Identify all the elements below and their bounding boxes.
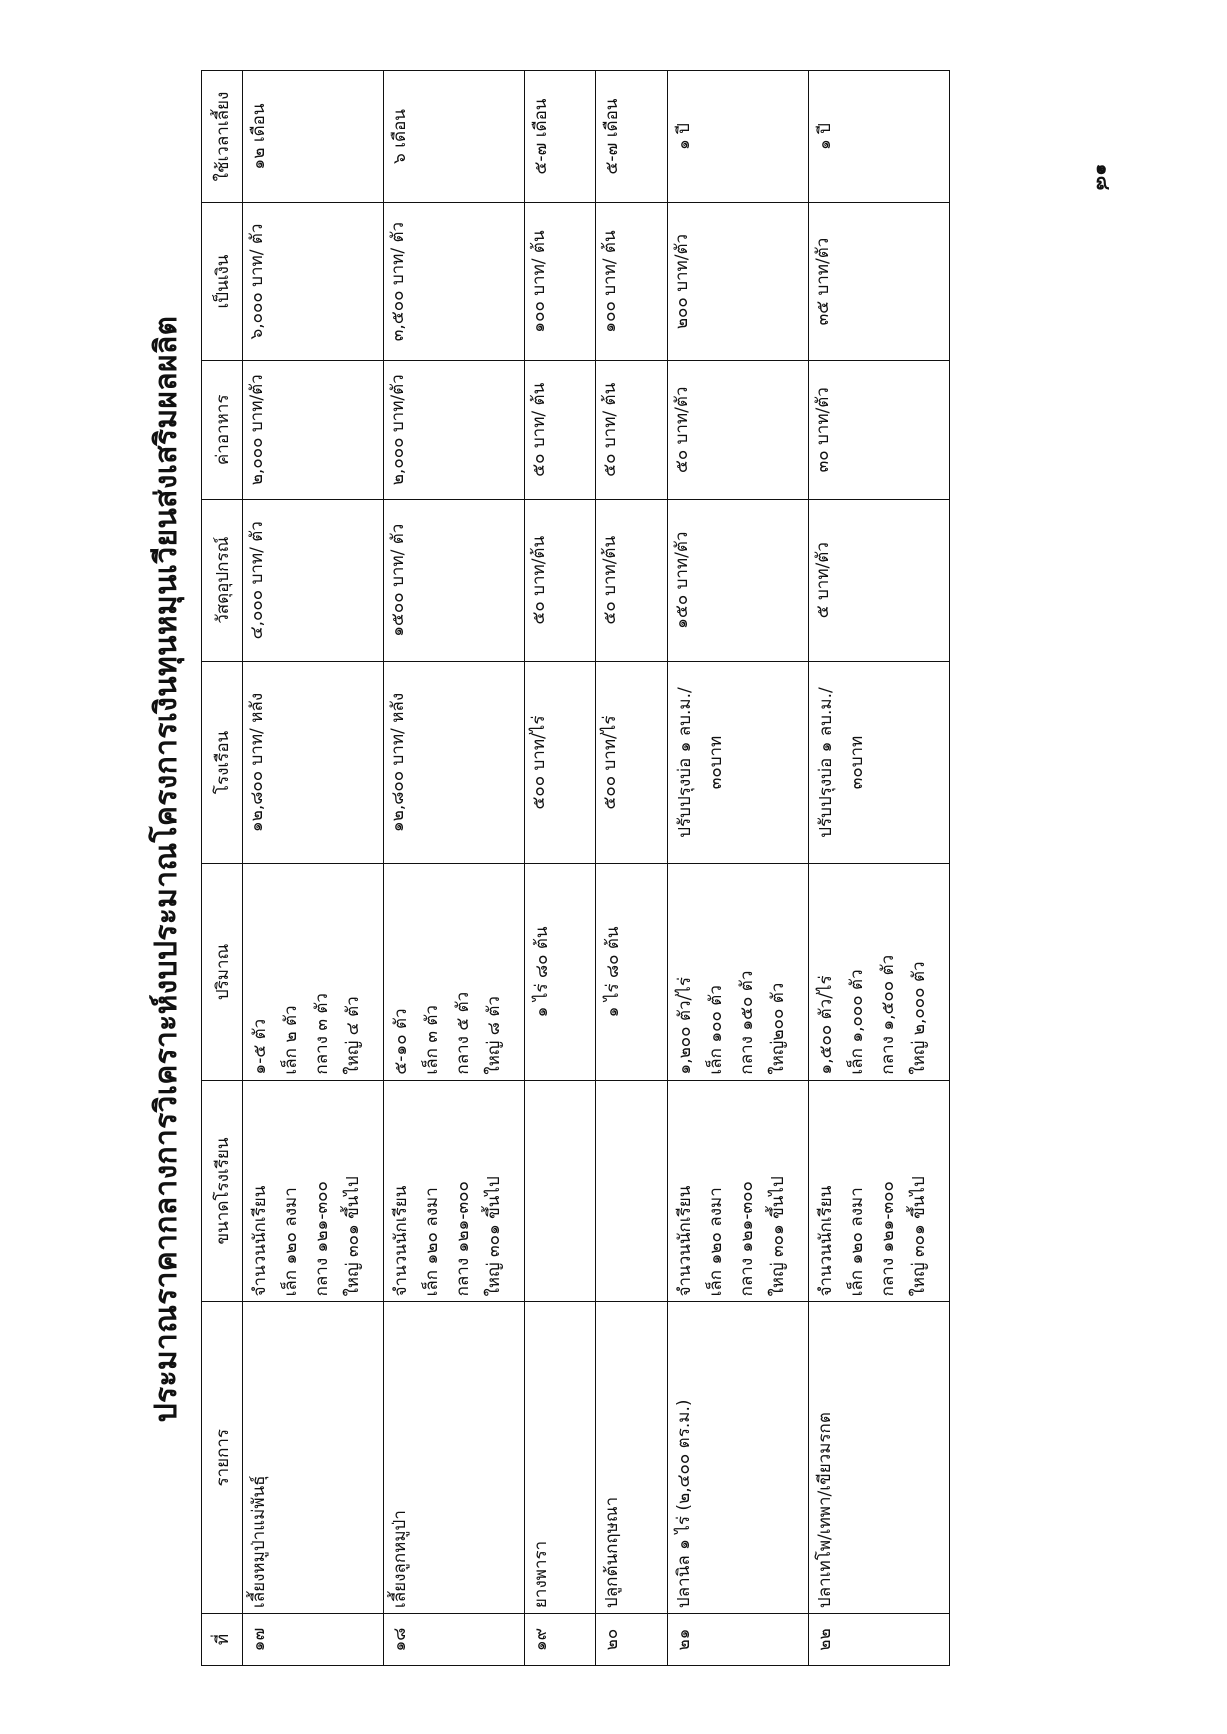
row-duration: ๕-๗ เดือน (525, 71, 596, 203)
quantity-line: ใหญ่ ๘ ตัว (484, 996, 505, 1075)
feed-text: ๒,๐๐๐ บาท/ตัว (388, 374, 409, 486)
row-amount (667, 203, 808, 361)
header-school-size: ขนาดโรงเรียน (202, 1080, 243, 1302)
feed-text: ๒,๐๐๐ บาท/ตัว (247, 374, 267, 486)
size-line: กลาง ๑๒๑-๓๐๐ (877, 1181, 898, 1297)
row-quantities (243, 864, 384, 1080)
feed-text: ๓๐ บาท/ตัว (812, 387, 833, 473)
row-amount (525, 203, 596, 361)
header-materials: วัสดุอุปกรณ์ (202, 499, 243, 661)
header-no: ที่ (202, 1614, 243, 1666)
size-line: ใหญ่ ๓๐๑ ขึ้นไป (908, 1176, 929, 1297)
row-housing (243, 661, 384, 863)
size-line: กลาง ๑๒๑-๓๐๐ (453, 1181, 474, 1297)
row-materials (243, 499, 384, 661)
row-quantities (667, 864, 808, 1080)
materials-text: ๕๐ บาท/ต้น (600, 535, 621, 625)
row-item: ปลาเทโพ/เทพา/เขียวมรกต (808, 1302, 949, 1614)
row-school-sizes (384, 1080, 525, 1302)
row-school-sizes (808, 1080, 949, 1302)
size-line: ใหญ่ ๓๐๑ ขึ้นไป (343, 1176, 363, 1297)
row-materials (525, 499, 596, 661)
quantity-line: เล็ก ๑,๐๐๐ ตัว (846, 969, 867, 1075)
row-feed (667, 361, 808, 500)
materials-text: ๕ บาท/ตัว (812, 542, 833, 619)
header-item: รายการ (202, 1302, 243, 1614)
row-school-sizes (525, 1080, 596, 1302)
materials-text: ๔,๐๐๐ บาท/ ตัว (247, 521, 267, 640)
page-number: ๑๘ (1092, 163, 1114, 191)
row-amount (596, 203, 667, 361)
quantity-line: ๑,๕๐๐ ตัว/ไร่ (815, 975, 836, 1075)
table-row (525, 71, 596, 1666)
row-quantities (384, 864, 525, 1080)
quantity-line: ๑,๒๐๐ ตัว/ไร่ (674, 977, 695, 1075)
row-item: ปลูกต้นกฤษณา (596, 1302, 667, 1614)
materials-text: ๑๕๐ บาท/ตัว (671, 531, 692, 629)
table-row (243, 71, 384, 1666)
quantity-line: ๑ ไร่ ๘๐ ต้น (603, 926, 624, 1018)
housing-text: ปรับปรุงบ่อ ๑ ลบ.ม./๓๐บาท (674, 687, 726, 838)
row-item: ยางพารา (525, 1302, 596, 1614)
quantity-line: กลาง ๑,๕๐๐ ตัว (877, 954, 898, 1075)
quantity-line: กลาง ๑๕๐ ตัว (736, 970, 757, 1075)
row-item: เลี้ยงหมูป่าแม่พันธุ์ (243, 1302, 384, 1614)
row-feed (384, 361, 525, 500)
size-line: จำนวนนักเรียน (250, 1185, 270, 1297)
row-amount (384, 203, 525, 361)
quantity-line: กลาง ๓ ตัว (312, 993, 332, 1075)
amount-text: ๓,๕๐๐ บาท/ ตัว (388, 221, 409, 342)
row-amount (808, 203, 949, 361)
feed-text: ๕๐ บาท/ ต้น (600, 382, 621, 477)
row-item: เลี้ยงลูกหมูป่า (384, 1302, 525, 1614)
housing-text: ๑๒,๘๐๐ บาท/ หลัง (388, 692, 409, 833)
row-housing (384, 661, 525, 863)
size-line: ใหญ่ ๓๐๑ ขึ้นไป (484, 1176, 505, 1297)
row-materials (596, 499, 667, 661)
quantity-line: เล็ก ๓ ตัว (422, 1005, 443, 1075)
quantity-line: กลาง ๕ ตัว (453, 991, 474, 1075)
size-line: เล็ก ๑๒๐ ลงมา (846, 1187, 867, 1297)
table-row (667, 71, 808, 1666)
row-housing (525, 661, 596, 863)
size-line: เล็ก ๑๒๐ ลงมา (705, 1187, 726, 1297)
housing-text: ๕๐๐ บาท/ไร่ (529, 715, 550, 810)
feed-text: ๕๐ บาท/ตัว (671, 386, 692, 474)
row-no: ๒๑ (667, 1614, 808, 1666)
row-housing (667, 661, 808, 863)
row-feed (525, 361, 596, 500)
row-school-sizes (596, 1080, 667, 1302)
header-row (202, 71, 243, 1666)
row-feed (596, 361, 667, 500)
row-item: ปลานิล ๑ ไร่ (๒,๔๐๐ ตร.ม.) (667, 1302, 808, 1614)
size-line: เล็ก ๑๒๐ ลงมา (422, 1187, 443, 1297)
price-table (201, 70, 950, 1666)
quantity-line: ใหญ่๒๐๐ ตัว (767, 982, 788, 1075)
size-line: กลาง ๑๒๑-๓๐๐ (736, 1181, 757, 1297)
feed-text: ๕๐ บาท/ ต้น (529, 382, 550, 477)
row-no: ๑๙ (525, 1614, 596, 1666)
header-duration: ใช้เวลาเลี้ยง (202, 71, 243, 203)
quantity-line: เล็ก ๒ ตัว (281, 1005, 301, 1075)
housing-text: ๕๐๐ บาท/ไร่ (600, 715, 621, 810)
amount-text: ๒๐๐ บาท/ตัว (671, 233, 692, 330)
row-amount (243, 203, 384, 361)
size-line: กลาง ๑๒๑-๓๐๐ (312, 1181, 332, 1297)
amount-text: ๓๕ บาท/ตัว (812, 237, 833, 326)
materials-text: ๑๕๐๐ บาท/ ตัว (388, 523, 409, 637)
row-no: ๒๒ (808, 1614, 949, 1666)
quantity-line: ๕-๑๐ ตัว (391, 1008, 412, 1075)
size-line: จำนวนนักเรียน (815, 1185, 836, 1297)
amount-text: ๖,๐๐๐ บาท/ ตัว (247, 223, 267, 340)
row-materials (384, 499, 525, 661)
document-sheet (135, 64, 955, 1674)
row-feed (243, 361, 384, 500)
row-materials (808, 499, 949, 661)
size-line: จำนวนนักเรียน (391, 1185, 412, 1297)
row-materials (667, 499, 808, 661)
row-duration: ๖ เดือน (384, 71, 525, 203)
size-line: เล็ก ๑๒๐ ลงมา (281, 1187, 301, 1297)
header-amount: เป็นเงิน (202, 203, 243, 361)
row-duration: ๑ ปี (808, 71, 949, 203)
row-school-sizes (667, 1080, 808, 1302)
document-title: ประมาณราคากลางการวิเคราะห์งบประมาณโครงการเงินทุนหมุนเวียนส่งเสริมผลผลิต (148, 315, 184, 1423)
row-housing (808, 661, 949, 863)
quantity-line: ๑-๕ ตัว (250, 1018, 270, 1075)
size-line: จำนวนนักเรียน (674, 1185, 695, 1297)
amount-text: ๑๐๐ บาท/ ต้น (529, 230, 550, 333)
row-duration: ๑๒ เดือน (243, 71, 384, 203)
amount-text: ๑๐๐ บาท/ ต้น (600, 230, 621, 333)
row-quantities (808, 864, 949, 1080)
row-feed (808, 361, 949, 500)
row-no: ๒๐ (596, 1614, 667, 1666)
table-row (596, 71, 667, 1666)
row-no: ๑๘ (384, 1614, 525, 1666)
quantity-line: เล็ก ๑๐๐ ตัว (705, 985, 726, 1075)
row-school-sizes (243, 1080, 384, 1302)
row-quantities (525, 864, 596, 1080)
header-quantity: ปริมาณ (202, 864, 243, 1080)
table-row (808, 71, 949, 1666)
quantity-line: ใหญ่ ๔ ตัว (343, 996, 363, 1075)
row-quantities (596, 864, 667, 1080)
row-duration: ๕-๗ เดือน (596, 71, 667, 203)
housing-text: ปรับปรุงบ่อ ๑ ลบ.ม./๓๐บาท (815, 687, 867, 838)
size-line: ใหญ่ ๓๐๑ ขึ้นไป (767, 1176, 788, 1297)
quantity-line: ๑ ไร่ ๘๐ ต้น (532, 926, 553, 1018)
housing-text: ๑๒,๘๐๐ บาท/ หลัง (247, 692, 267, 833)
materials-text: ๕๐ บาท/ต้น (529, 535, 550, 625)
row-housing (596, 661, 667, 863)
header-housing: โรงเรือน (202, 661, 243, 863)
quantity-line: ใหญ่ ๒,๐๐๐ ตัว (908, 961, 929, 1075)
header-feed: ค่าอาหาร (202, 361, 243, 500)
row-no: ๑๗ (243, 1614, 384, 1666)
table-row (384, 71, 525, 1666)
row-duration: ๑ ปี (667, 71, 808, 203)
